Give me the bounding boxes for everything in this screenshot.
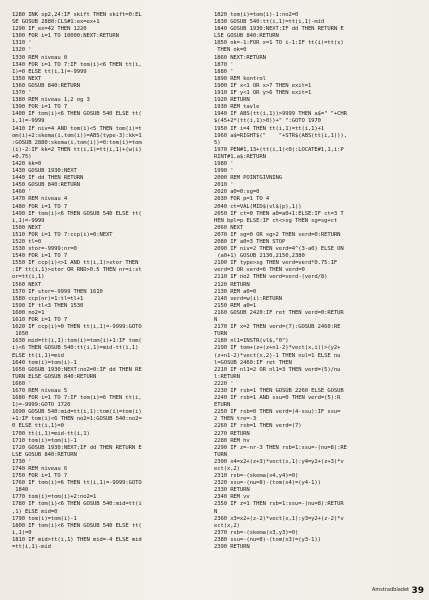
code-line: 1730 ' [12,458,32,465]
code-line: 2050 IF ct=0 THEN a0=a0+1:ELSE:IF ct=3 T [214,210,344,217]
code-line: 2170 IF x=2 THEN verd=(7):GOSUB 2460:RE [214,324,341,331]
code-line: 2010 ' [214,182,234,189]
code-line: 2250 IF rsb=0 THEN verd=(4-ssu):IF ssu= [214,409,341,416]
code-line: 1)=-9999:GOTO 1720 [12,402,71,409]
code-line: 1430 GOSUB 1930:NEXT [12,168,77,175]
code-line: 1880 ' [214,68,234,75]
code-line: 1910 IF y<1 OR y>6 THEN exit=1 [214,90,312,97]
code-line: i,1)=-9999 [12,118,45,125]
code-line: 2360 x3=x2+(z-2)*vect(x,1):y3=y2+(z-2)*v [214,515,344,522]
code-line: 2190 IF tom+(z+(z+n1-2)*vect(x,i))>(y2+ [214,345,341,352]
code-line: 1860 NEXT:RETURN [214,54,266,61]
code-line: 2330 RETURN [214,487,250,494]
code-line: 2280 REM hv [214,437,250,444]
code-line: 1480 FOR i=1 TO 7 [12,203,68,210]
code-line: om(i)+2:skema(i,tom(i))=ABS(type-3):kk=1 [12,132,142,139]
code-line: 2310 rsb=-(skema(x4,y4)=0) [214,473,299,480]
code-line: 1510 FOR i=1 TO 7:ccp(i)=0:NEXT [12,231,113,238]
code-line: 1290 IF ex=42 THEN 1220 [12,26,87,33]
code-line: :GOSUB 2880:skema(i,tom(i))=0:tom(i)=tom [12,139,142,146]
program-listing-left-column [12,12,208,551]
program-listing-right-column [214,12,424,551]
code-line: 2130 REM a0=0 [214,288,257,295]
code-line: 2080 IF a0=3 THEN STOP [214,239,286,245]
code-line: 2180 nl1=INSTR(vl$,"0") [214,338,289,345]
code-line: 1280 INK sp2,24:IF skift THEN skift=0:EL [12,12,142,18]
code-line: 2090 IF niv=2 THEN verd=4^(3-a0) ELSE ON [214,246,344,253]
code-line: 1830 GOSUB 540:tt(i,1)=tt(i,1)-mid [214,19,325,26]
code-line: 1560 NEXT [12,281,42,288]
code-line: 1600 no2=1 [12,309,45,316]
code-line: 2340 REM vv [214,494,250,501]
code-line: 1440 IF dd THEN RETURN [12,175,84,182]
code-line: HEN bpl=p ELSE:IF ct<>sg THEN sg=sg+ct [214,217,338,224]
code-line: 1590 IF tl<3 THEN 1530 [12,302,84,309]
code-line: +1:IF tom(i)<6 THEN no2=1:GOSUB 540:no2= [12,416,142,423]
code-line: ,1) ELSE mid=0 [12,508,58,515]
code-line: 1490 IF tom(i)<6 THEN GOSUB 540 ELSE tt( [12,210,142,217]
code-line: 1970 PEN#1,13+(tt(i,1)<0):LOCATE#1,1,i:P [214,146,344,153]
code-line: l:RETURN [214,373,240,380]
code-line: 1760 IF tom(i)=6 THEN tt(i,1)=-9999:GOTO [12,480,142,487]
code-line: 2160 GOSUB 2420:IF ret THEN verd=0:RETUR [214,309,344,316]
code-line: 1920 RETURN [214,97,250,104]
magazine-name: Amstradbladet [372,587,409,593]
code-line: 1800 IF tom(i)<6 THEN GOSUB 540 ELSE tt( [12,522,142,529]
code-line: 1720 GOSUB 1930:NEXT:IF dd THEN RETURN E [12,444,142,451]
code-line: 1780 IF tom(i)<6 THEN GOSUB 540:mid=tt(i [12,501,142,508]
code-line: 1530 stor=-9999:nr=0 [12,246,77,253]
code-line: 2030 FOR p=1 TO 4 [214,196,270,203]
code-line: 2020 a0=0:sg=0 [214,189,260,196]
code-line: 1750 FOR i=1 TO 7 [12,473,68,480]
code-line: 1580 ccp(nr)=1:tl=tl+1 [12,295,84,302]
code-line: 1640 tom(i)=tom(i)-1 [12,359,77,366]
code-line: 1820 tom(i)=tom(i)-1:no2=0 [214,12,299,18]
code-line: LSE GOSUB 840:RETURN [12,451,77,458]
code-line: ect(x,2) [214,466,240,472]
code-line: 2320 ssu=-(nu=8)-(tom(x4)=(y4-1)) [214,480,321,487]
code-line: ect(x,2) [214,522,240,529]
code-line: 0 ELSE tt(i,1)=0 [12,423,64,430]
code-line: 1570 IF stor=-9999 THEN 1610 [12,288,103,295]
code-line: i)<6 THEN GOSUB 540:tt(i,1)=mid-tt(i,1) [12,345,139,352]
code-line: =tt(i,1)-mid [12,544,51,551]
code-line: 1330 REM niveau 0 [12,54,68,61]
code-line: (z+n1-2)*vect(x,2)-1 THEN nul=1 ELSE nu [214,352,341,359]
code-line: 1550 IF ccp(i)<>1 AND tt(i,1)>stor THEN [12,260,139,267]
code-line: (i)-2:IF kk=2 THEN tt(i,1)=tt(i,1)+(w(i) [12,146,142,153]
code-line: 1890 REM kontrol [214,75,266,82]
code-line: 1700 tt(i,1)=mid-tt(i,1) [12,430,90,437]
code-line: ETURN [214,402,231,409]
code-line: LSE GOSUB 840:RETURN [214,33,279,40]
code-line: 1630 mid=tt(i,1):tom(i)=tom(i)+1:IF tom( [12,338,142,345]
code-line: i,1)=-9999 [12,217,45,224]
code-line: 2390 RETURN [214,544,250,551]
code-line: SE GOSUB 2880:CLS#1:ex=ex+1 [12,19,100,26]
code-line: 1620 IF ccp(i)=0 THEN tt(i,1)=-9999:GOTO [12,324,142,331]
code-line: 2 THEN tre=-3 [214,416,257,423]
code-line: :IF tt(i,1)>stor OR RND>0.5 THEN nr=i:st [12,267,142,274]
code-line: 1310 ' [12,40,32,47]
code-line: 1370 ' [12,90,32,97]
code-line: 1540 FOR i=1 TO 7 [12,253,68,260]
code-line: 1360 GOSUB 840:RETURN [12,82,81,89]
code-line: N [214,508,218,515]
code-line: 2150 REM a0=1 [214,302,257,309]
code-line: 1710 tom(i)=tom(i)-1 [12,437,77,444]
code-line: 1320 ' [12,47,32,54]
code-line: 1790 tom(i)=tom(i)-1 [12,515,77,522]
code-line: 1980 ' [214,160,234,167]
code-line: 1650 [12,331,29,338]
code-line: 2120 RETURN [214,281,250,288]
code-line: 1940 IF ABS(tt(i,1))>9999 THEN a$=" "+CHR [214,111,347,118]
code-line: 2380 ssu=-(nu=8)-(tom(x3)=(y3-1)) [214,536,321,543]
code-line: +0.75) [12,153,32,160]
code-line: 1380 REM niveau 1,2 og 3 [12,97,90,104]
code-line: 1990 ' [214,168,234,175]
code-line: 1740 REM niveau 6 [12,466,68,472]
code-line: (a0+1) GOSUB 2130,2150,2380 [214,253,305,260]
code-line: 1470 REM niveau 4 [12,196,68,203]
code-line: 5) [214,139,221,146]
code-line: 1670 REM niveau 5 [12,387,68,394]
code-line: RINT#1,a$:RETURN [214,153,266,160]
code-line: $(45+2*(tt(i,1)>0))+" ":GOTO 1970 [214,118,321,125]
code-line: 1660 ' [12,380,32,387]
code-line: 1)=0 ELSE tt(i,1)=-9999 [12,68,87,75]
code-line: 1900 IF x<1 OR x>7 THEN exit=1 [214,82,312,89]
code-line: 2290 IF z=-nr-3 THEN rsb=1:ssu=-(nu=8):RE [214,444,347,451]
code-line: TURN [214,451,227,458]
code-line: 1950 IF i=4 THEN tt(i,1)=tt(i,1)+1 [214,125,325,132]
code-line: 1340 FOR i=1 TO 7:IF tom(i)<6 THEN tt(i, [12,61,142,68]
code-line: 2140 verd=w(i):RETURN [214,295,283,302]
code-line: 2110 IF no2 THEN verd=verd-(verd/8) [214,274,328,281]
code-line: 2240 IF rsb=1 AND ssu=0 THEN verd=(5):R [214,395,341,402]
code-line: 2350 IF z=1 THEN rsb=1:ssu=-(nu=8):RETUR [214,501,344,508]
code-line: 1400 IF tom(i)<6 THEN GOSUB 540 ELSE tt( [12,111,142,118]
code-line: 2270 RETURN [214,430,250,437]
code-line: 1840 GOSUB 1930:NEXT:IF dd THEN RETURN E [214,26,344,33]
code-line: 1520 tl=0 [12,239,42,245]
code-line: 1850 ok=-1:FOR x=1 TO i-1:IF tt(i)=tt(x) [214,40,344,47]
code-line: 2210 IF nl1=2 OR nl1=3 THEN verd=(5)/nu [214,366,341,373]
code-line: 2220 ' [214,380,234,387]
code-line: THEN ok=0 [214,47,247,54]
code-line: 2000 REM POINTGIVNING [214,175,283,182]
code-line: 2040 ct=VAL(MID$(vl$(p),1)) [214,203,302,210]
code-line: or=tt(i,1) [12,274,45,281]
code-line: 1450 GOSUB 840:RETURN [12,182,81,189]
code-line: 1960 a$=RIGHT$(" "+STR$(ABS(tt(i,1))), [214,132,347,139]
code-line: 1610 FOR i=1 TO 7 [12,317,68,324]
code-line: 1390 FOR i=1 TO 7 [12,104,68,111]
code-line: 2300 x4=x2+(z+3)*vect(x,1):y4=y2+(z+3)*v [214,458,344,465]
code-line: 1840 [12,487,29,494]
page-number: 39 [411,586,424,596]
code-line: 1460 ' [12,189,32,196]
code-line: N [214,317,218,324]
code-line: i,1)=0 [12,529,32,536]
code-line: 1420 kk=0 [12,160,42,167]
code-line: 1870 ' [214,61,234,68]
code-line: 1350 NEXT [12,75,42,82]
code-line: ELSE tt(i,1)=mid [12,352,64,359]
code-line: 1650 GOSUB 1930:NEXT:no2=0:IF dd THEN RE [12,366,142,373]
code-line: 1500 NEXT [12,224,42,231]
code-line: TURN [214,331,227,338]
code-line: 2070 IF sg=0 OR sg>2 THEN verd=0:RETURN [214,231,341,238]
code-line: 2060 NEXT [214,224,244,231]
code-line: 2260 IF rsb=1 THEN verd=(7) [214,423,302,430]
code-line: 1680 FOR i=1 TO 7:IF tom(i)=6 THEN tt(i, [12,395,142,402]
code-line: verd=3 OR verd=6 THEN verd=0 [214,267,305,274]
code-line: TURN ELSE GOSUB 840:RETURN [12,373,97,380]
code-line: 1770 tom(i)=tom(i)+2:no2=1 [12,494,97,501]
code-line: 2370 rsb=-(skema(x3,y3)=0) [214,529,299,536]
code-line: 1810 IF mid>tt(i,1) THEN mid=-4 ELSE mid [12,536,142,543]
code-line: l=GOSUB 2460:IF ret THEN [214,359,292,366]
code-line: 2100 IF type>sg THEN verd=verd*0.75:IF [214,260,338,267]
code-line: 1930 REM tavle [214,104,260,111]
code-line: 1410 IF niv=4 AND tom(i)<5 THEN tom(i)=t [12,125,142,132]
code-line: 1690 GOSUB 540:mid=tt(i,1):tom(i)=tom(i) [12,409,142,416]
code-line: 1300 FOR i=1 TO 10000:NEXT:RETURN [12,33,119,40]
code-line: 2230 IF rsb=1 THEN GOSUB 2260 ELSE GOSUB [214,387,344,394]
